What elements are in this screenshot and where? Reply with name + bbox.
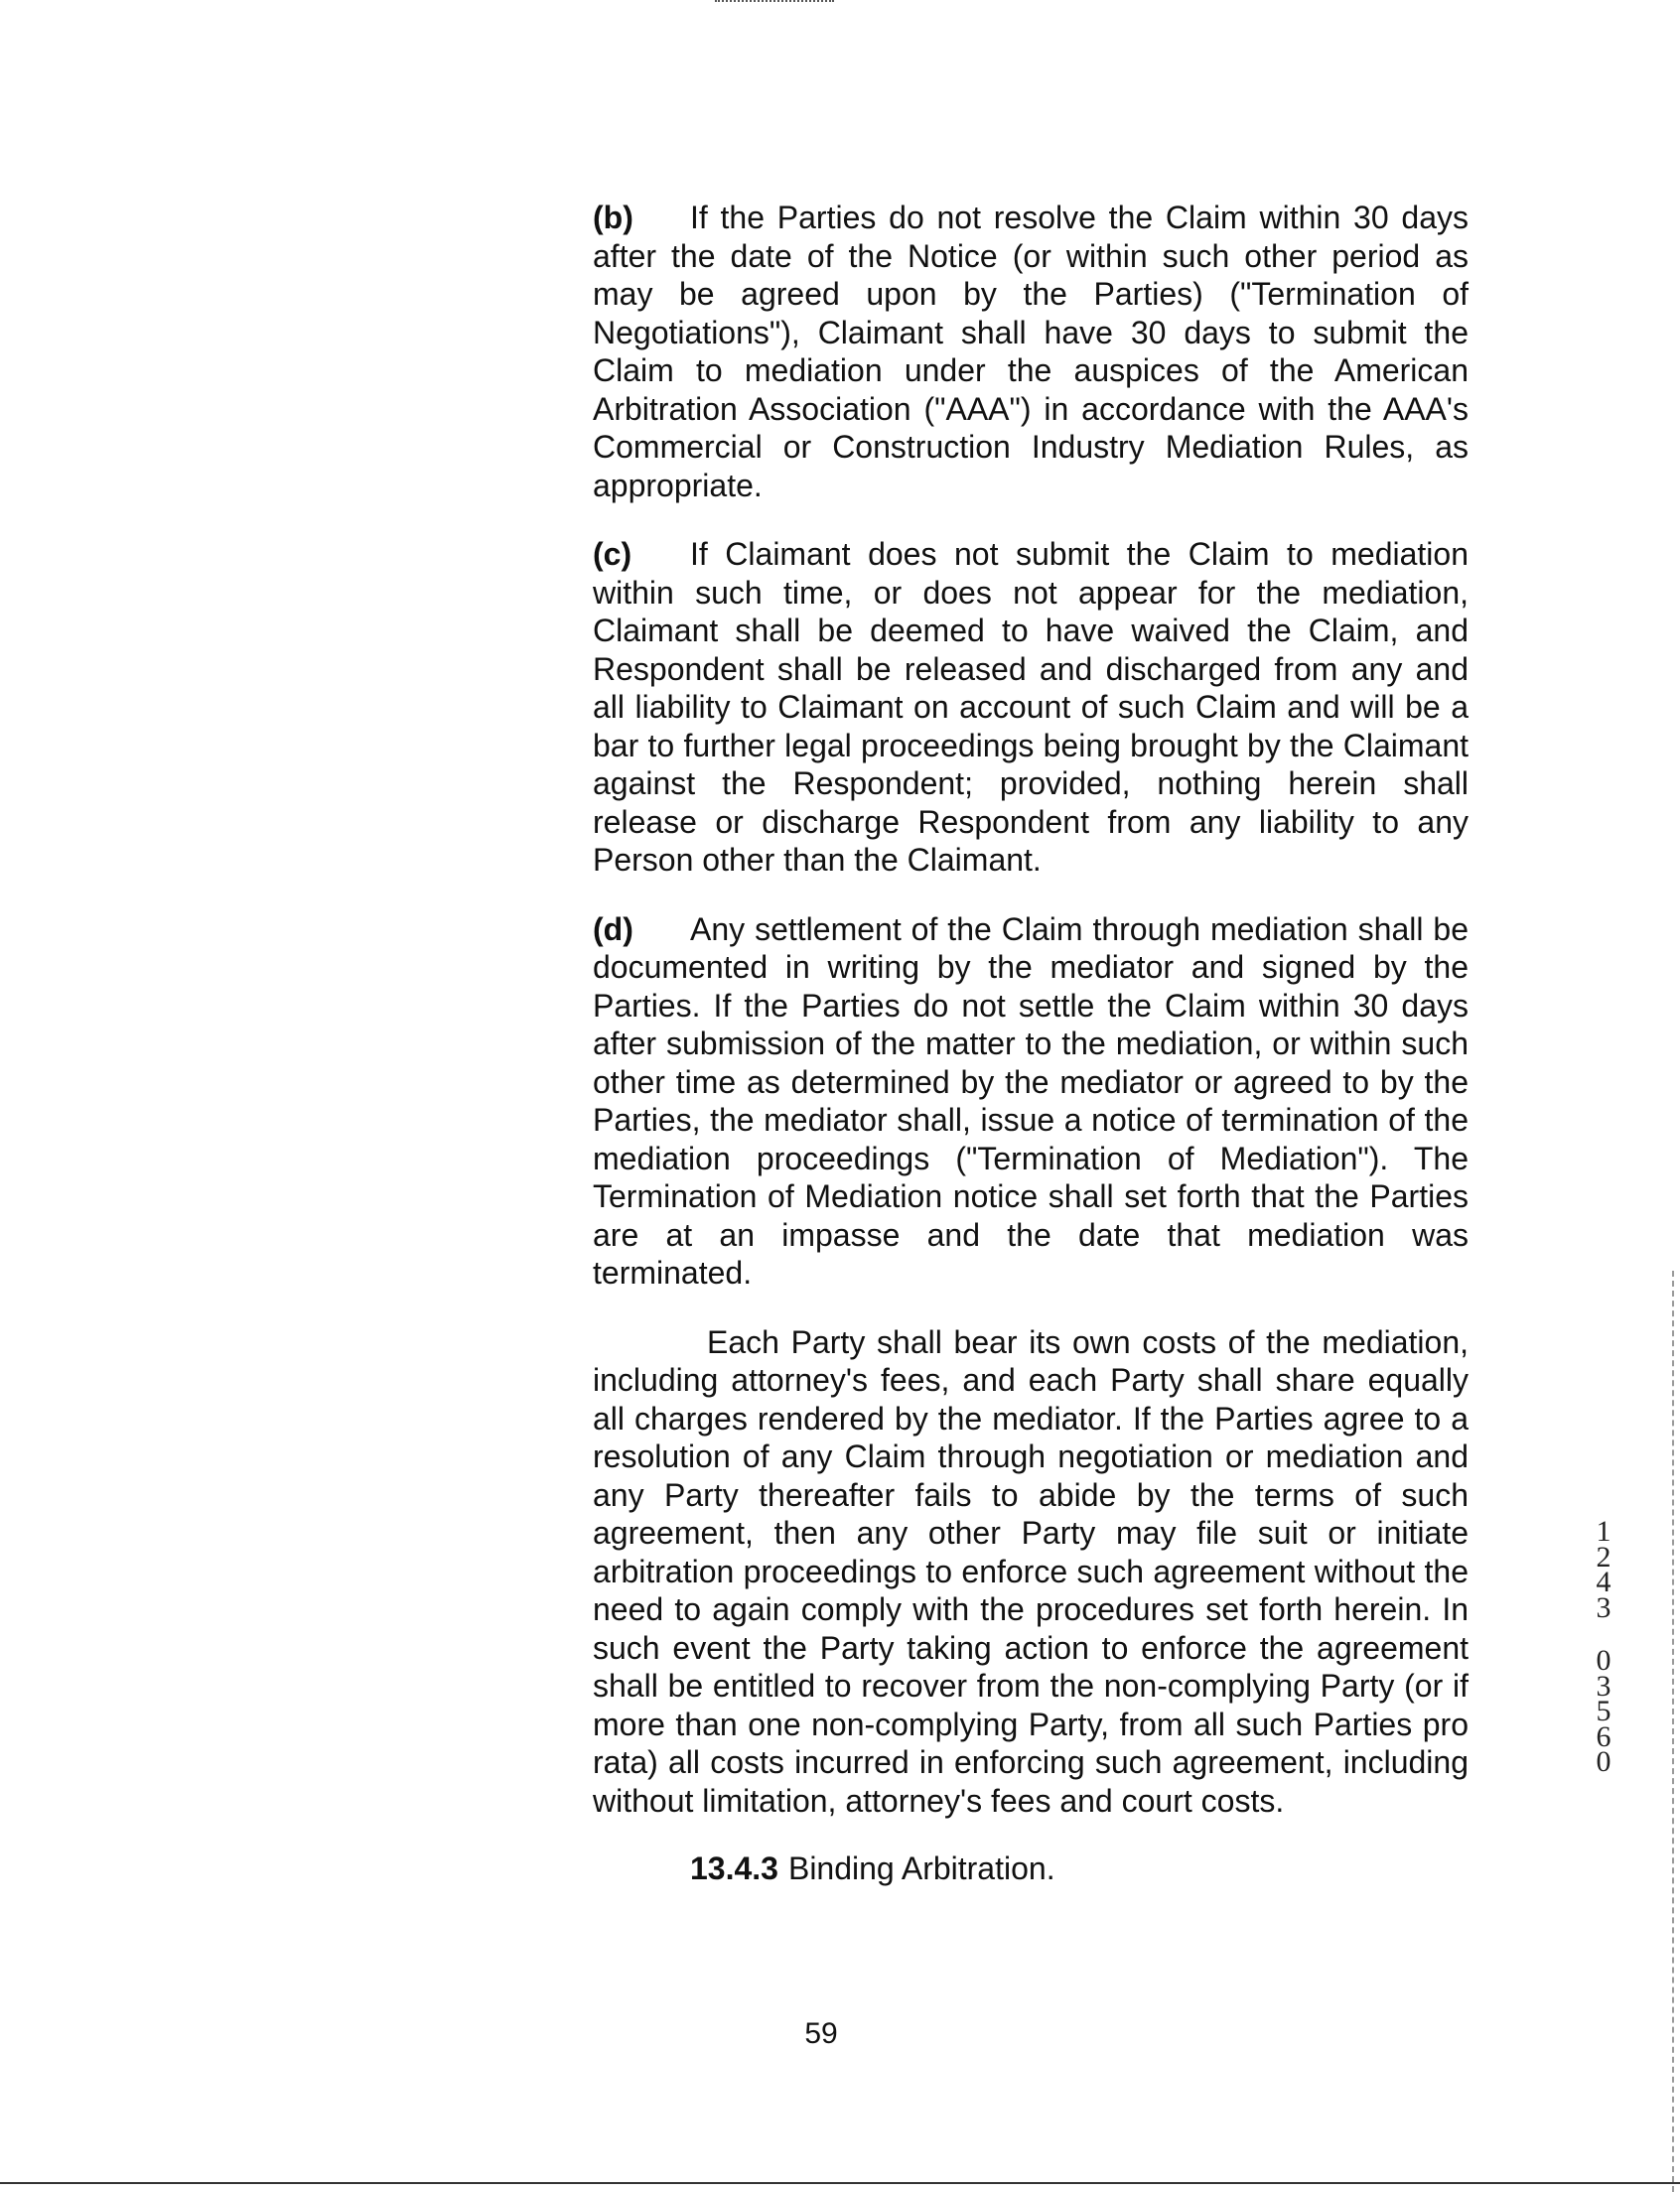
paragraph-b-label: (b) bbox=[593, 200, 633, 235]
body-text-column bbox=[593, 199, 1469, 1888]
subheading-number: 13.4.3 bbox=[690, 1850, 778, 1886]
bates-digit: 6 bbox=[1596, 1719, 1611, 1753]
paragraph-c bbox=[593, 535, 1469, 880]
bates-digit: 4 bbox=[1596, 1566, 1611, 1598]
paragraph-c-label: (c) bbox=[593, 536, 632, 572]
bates-digit: 5 bbox=[1596, 1695, 1611, 1727]
bates-digit: 0 bbox=[1596, 1745, 1611, 1778]
subheading-title: Binding Arbitration. bbox=[787, 1850, 1055, 1886]
paragraph-b bbox=[593, 199, 1469, 504]
scan-artifact-mark bbox=[715, 0, 834, 5]
bates-digit: 0 bbox=[1596, 1644, 1611, 1677]
page-number bbox=[0, 2017, 1680, 2051]
paragraph-d-text: Any settlement of the Claim through mediation shall be documented in writing by the mediator and signed by the Parties. If the Parties do not settle the Claim within 30 days after submission of the matter to the mediation, or within such other time as determined by the mediator or agreed to by the Parties, the mediator shall, issue a notice of termination of the mediation proceedings ("Termination of Mediation"). The Termination of Mediation notice shall set forth that the Parties are at an impasse and the date that mediation was terminated. bbox=[593, 910, 1469, 1291]
page-number-text: 59 bbox=[804, 2017, 838, 2050]
section-subheading bbox=[593, 1850, 1469, 1888]
margin-dashed-rule bbox=[1672, 1271, 1674, 2192]
bates-digit: 3 bbox=[1596, 1590, 1611, 1624]
paragraph-b-text: If the Parties do not resolve the Claim within 30 days after the date of the Notice (or within such other period as may be agreed upon by the Parties) ("Termination of Negotiations"), Claimant shall have 30 days to submit the Claim to mediation under the auspices of the American Arbitration Association ("AAA") in accordance with the AAA's Commercial or Construction Industry Mediation Rules, as appropriate. bbox=[593, 200, 1469, 503]
bates-digit: 3 bbox=[1596, 1669, 1611, 1703]
paragraph-costs-text: Each Party shall bear its own costs of the mediation, including attorney's fees, and each Party shall share equally all charges rendered by the mediator. If the Parties agree to a resolution of any Claim through negotiation or mediation and any Party thereafter fails to abide by the terms of such agreement, then any other Party may file suit or initiate arbitration proceedings to enforce such agreement without the need to again comply with the procedures set forth herein. In such event the Party taking action to enforce the agreement shall be entitled to recover from the non-complying Party (or if more than one non-complying Party, from all such Parties pro rata) all costs incurred in enforcing such agreement, including without limitation, attorney's fees and court costs. bbox=[593, 1323, 1469, 1819]
paragraph-costs bbox=[593, 1323, 1469, 1821]
paragraph-d bbox=[593, 910, 1469, 1293]
bates-digit: 1 bbox=[1596, 1515, 1611, 1548]
bottom-border-rule bbox=[0, 2182, 1680, 2184]
bates-digit: 2 bbox=[1596, 1540, 1611, 1574]
paragraph-d-label: (d) bbox=[593, 910, 633, 947]
bates-stamp bbox=[1589, 1515, 1618, 1778]
paragraph-c-text: If Claimant does not submit the Claim to mediation within such time, or does not appear for the mediation, Claimant shall be deemed to have waived the Claim, and Respondent shall be released and discharged from any and all liability to Claimant on account of such Claim and will be a bar to further legal proceedings being brought by the Claimant against the Respondent; provided, nothing herein shall release or discharge Respondent from any liability to any Person other than the Claimant. bbox=[593, 536, 1469, 878]
